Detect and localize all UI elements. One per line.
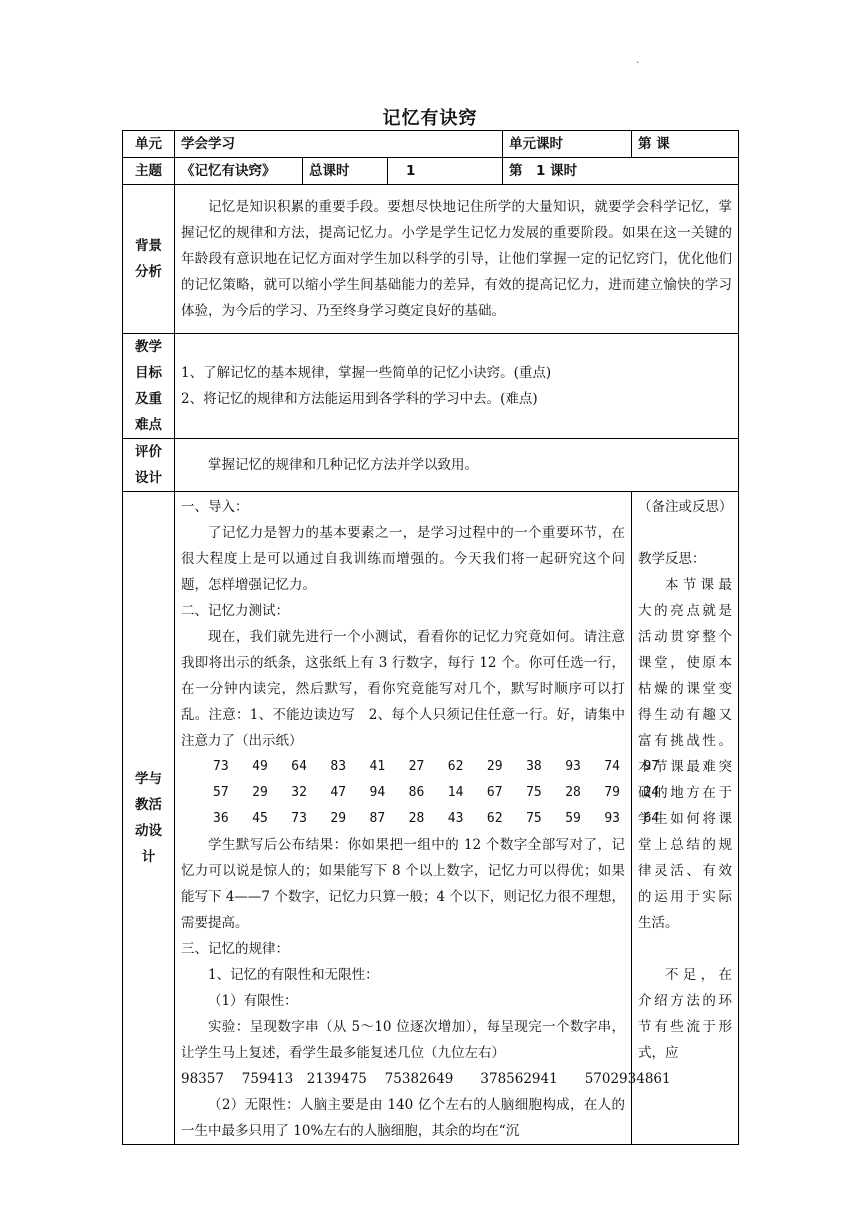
activities-label: 学与教活动设计 xyxy=(123,492,175,1145)
test-result-text: 学生默写后公布结果：你如果把一组中的 12 个数字全部写对了，记忆力可以说是惊人的；如果能写下 8 个以上数字，记忆力可以得优；如果能写下 4——7 个数字，记忆力只算一般；4 个以下，则记忆力很不理想，需要提高。 xyxy=(181,837,626,931)
section-heading: 三、记忆的规律： xyxy=(181,941,289,957)
reflection-text: 本节课最大的亮点就是活动贯穿整个课堂，使原本枯燥的课堂变得生动有趣又富有挑战性。本节课最难突破的地方在于学生如何将课堂上总结的规律灵活、有效的运用于实际生活。 xyxy=(638,577,733,931)
subheading: 1、记忆的有限性和无限性： xyxy=(208,967,379,983)
test-text: 现在，我们就先进行一个小测试，看看你的记忆力究竟如何。请注意我即将出示的纸条，这张纸上有 3 行数字，每行 12 个。你可任选一行，在一分钟内读完，然后默写，看你究竟能写对几个，默写时顺序可以打乱。注意：1、不能边读边写 2、每个人只须记住任意一行。好，请集中注意力了（出示纸） xyxy=(181,629,626,749)
goal-item: 1、了解记忆的基本规律，掌握一些简单的记忆小诀窍。(重点) xyxy=(181,365,552,381)
subheading: （1）有限性： xyxy=(208,993,298,1009)
notes-heading: （备注或反思） xyxy=(638,499,733,515)
total-hours-label: 总课时 xyxy=(303,158,388,185)
evaluation-row xyxy=(123,439,739,492)
background-row xyxy=(123,185,739,334)
evaluation-cell xyxy=(175,439,739,492)
reflection-label: 教学反思： xyxy=(638,551,706,567)
topic-label: 主题 xyxy=(123,158,175,185)
lesson-plan-table xyxy=(122,130,739,1145)
background-text: 记忆是知识积累的重要手段。要想尽快地记住所学的大量知识，就要学会科学记忆，掌握记忆的规律和方法，提高记忆力。小学是学生记忆力发展的重要阶段。如果在这一关键的年龄段有意识地在记忆方面对学生加以科学的引导，让他们掌握一定的记忆窍门，优化他们的记忆策略，就可以缩小学生间基础能力的差异，有效的提高记忆力，进而建立愉快的学习体验，为今后的学习、乃至终身学习奠定良好的基础。 xyxy=(181,199,733,319)
total-hours-value: 1 xyxy=(388,158,503,185)
unit-hours-label: 单元课时 xyxy=(503,131,632,158)
evaluation-label: 评价设计 xyxy=(123,439,175,492)
lesson-number: 第 1 课时 xyxy=(503,158,739,185)
section-heading: 二、记忆力测试： xyxy=(181,603,289,619)
experiment-text: 实验：呈现数字串（从 5～10 位逐次增加），每呈现完一个数字串，让学生马上复述，看学生最多能复述几位（九位左右） xyxy=(181,1019,626,1061)
background-label: 背景分析 xyxy=(123,185,175,334)
goals-label: 教学目标及重难点 xyxy=(123,334,175,439)
digit-strings: 98357 759413 2139475 75382649 378562941 5702934861 xyxy=(181,1071,671,1087)
topic-value: 《记忆有诀窍》 xyxy=(175,158,303,185)
evaluation-text: 掌握记忆的规律和几种记忆方法并学以致用。 xyxy=(208,457,478,473)
activities-row xyxy=(123,492,739,1145)
page-mark: · xyxy=(636,58,640,69)
topic-row xyxy=(123,158,739,185)
infinite-text: （2）无限性：人脑主要是由 140 亿个左右的人脑细胞构成，在人的一生中最多只用了 10%左右的人脑细胞，其余的均在“沉 xyxy=(181,1097,626,1139)
goals-row xyxy=(123,334,739,439)
number-row: 73 49 64 83 41 27 62 29 38 93 74 97 xyxy=(213,759,660,774)
number-row: 57 29 32 47 94 86 14 67 75 28 79 24 xyxy=(213,785,660,800)
unit-value: 学会学习 xyxy=(175,131,503,158)
intro-text: 了记忆力是智力的基本要素之一，是学习过程中的一个重要环节，在很大程度上是可以通过自我训练而增强的。今天我们将一起研究这个问题，怎样增强记忆力。 xyxy=(181,525,626,593)
section-heading: 一、导入： xyxy=(181,499,249,515)
goal-item: 2、将记忆的规律和方法能运用到各学科的学习中去。(难点) xyxy=(181,391,538,407)
goals-cell xyxy=(175,334,739,439)
background-cell xyxy=(175,185,739,334)
reflection-shortcoming: 不足，在介绍方法的环节有些流于形式，应 xyxy=(638,967,733,1061)
activities-cell xyxy=(175,492,671,1145)
notes-cell xyxy=(632,492,739,1145)
document-title: 记忆有诀窍 xyxy=(382,108,478,129)
unit-hours-value: 第 课 xyxy=(632,131,739,158)
unit-row xyxy=(123,131,739,158)
number-row: 36 45 73 29 87 28 43 62 75 59 93 64 xyxy=(213,811,660,826)
unit-label: 单元 xyxy=(123,131,175,158)
